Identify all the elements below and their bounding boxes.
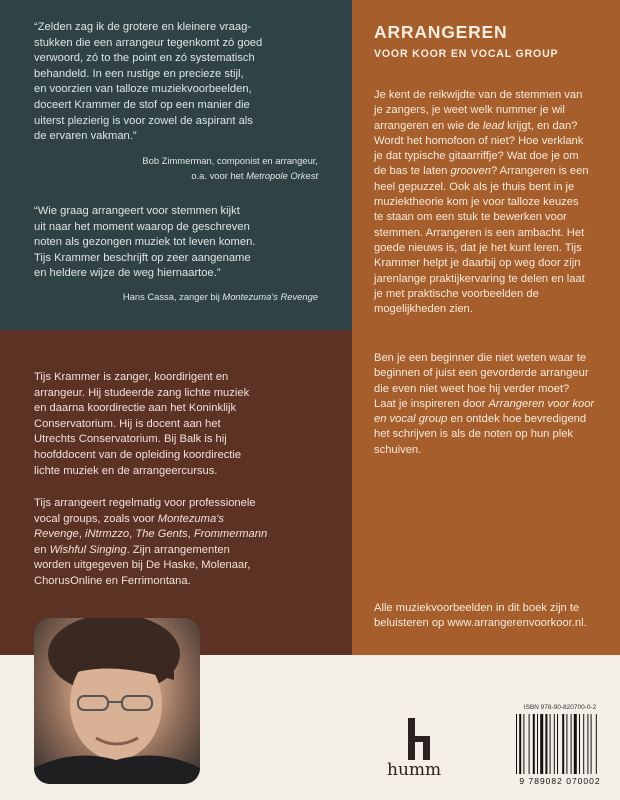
barcode-bar bbox=[591, 714, 592, 774]
quote-line: “Zelden zag ik de grotere en kleinere vraag- bbox=[34, 21, 252, 33]
blurb-paragraph-2: Ben je een beginner die niet weten waar te beginnen of juist een gevorderde arrangeur die even niet weet hoe hij verder moet? Laat je inspireren door Arrangeren voor koor en vocal group en ontdek hoe bevredigend het schrijven is als de noten op hun plek schuiven. bbox=[374, 352, 595, 456]
barcode-bar bbox=[574, 714, 577, 774]
quote-line: uiterst plezierig is voor zowel de aspirant als bbox=[34, 114, 253, 127]
quote-line: stukken die een arrangeur tegenkomt zó goed bbox=[34, 36, 263, 49]
barcode-bar bbox=[523, 714, 524, 774]
barcode-digits: 9 789082 070002 bbox=[519, 776, 601, 786]
quotes-panel bbox=[0, 0, 352, 330]
quote-line: en heldere wijze de weg hiernaartoe.” bbox=[34, 267, 221, 280]
barcode-bars-icon bbox=[514, 714, 606, 774]
audio-examples-note: Alle muziekvoorbeelden in dit boek zijn te beluisteren op www.arrangerenvoorkoor.nl. bbox=[374, 602, 587, 630]
quote-cassa-attribution: Hans Cassa, zanger bij Montezuma's Revenge bbox=[122, 291, 318, 302]
quote-line: de ervaren vakman.” bbox=[34, 130, 137, 143]
quote-line: verwoord, zó to the point en zó systematisch bbox=[34, 52, 255, 65]
blurb-paragraph-1: Je kent de reikwijdte van de stemmen van je zangers, je weet welk nummer je wil arrangeren en wie de lead krijgt, en dan? Wordt het homofoon of niet? Hoe verklank je dat typische gitaarriffje? Wat doe je om de bas te laten grooven? Arrangeren is een heel gepuzzel. Ook als je thuis bent in je muziektheorie kom je voor talloze keuzes te staan om een stuk te bewerken voor stemmen. Arrangeren is een ambacht. Het goede nieuws is, dat je het kunt leren. Tijs Krammer helpt je daarbij op weg door zijn jarenlange praktijkervaring te delen en laat je met praktische voorbeelden de mogelijkheden zien. bbox=[374, 89, 589, 316]
quote-zimmerman-attribution: Bob Zimmerman, componist en arrangeur, o.a. voor het Metropole Orkest bbox=[142, 155, 318, 181]
author-bio-panel bbox=[0, 330, 352, 655]
barcode-bar bbox=[545, 714, 547, 774]
barcode-bar bbox=[579, 714, 580, 774]
barcode-bar bbox=[537, 714, 538, 774]
quote-zimmerman bbox=[34, 20, 324, 145]
barcode-bar bbox=[529, 714, 530, 774]
quote-line: uit naar het moment waarop de geschreven bbox=[34, 220, 250, 233]
quote-line: en voorzien van talloze muziekvoorbeelden, bbox=[34, 83, 252, 96]
quote-line: noten als gezongen muziek tot leven komen. bbox=[34, 236, 256, 249]
book-subtitle: VOOR KOOR EN VOCAL GROUP bbox=[374, 48, 559, 60]
barcode-bar bbox=[533, 714, 535, 774]
isbn-label: ISBN 978-90-820700-0-2 bbox=[523, 704, 597, 711]
author-bio-paragraph-1: Tijs Krammer is zanger, koordirigent en arrangeur. Hij studeerde zang lichte muziek en daarna koordirectie aan het Koninklijk Conservatorium. Hij is docent aan het Utrechts Conservatorium. Bij Balk is hij hoofddocent van de opleiding koordirectie lichte muziek en de arrangeercursus. bbox=[34, 371, 250, 477]
author-portrait-image bbox=[34, 618, 200, 784]
book-title: ARRANGEREN bbox=[374, 22, 508, 42]
barcode-bar bbox=[571, 714, 572, 774]
barcode-bar bbox=[540, 714, 543, 774]
author-bio-paragraph-2: Tijs arrangeert regelmatig voor professionele vocal groups, zoals voor Montezuma's Revenge, iNtrmzzo, The Gents, Frommermann en Wishful Singing. Zijn arrangementen worden uitgegeven bij De Haske, Molenaar, ChorusOnline en Ferrimontana. bbox=[34, 497, 268, 587]
barcode-bar bbox=[587, 714, 588, 774]
barcode-bar bbox=[596, 714, 597, 774]
barcode-bar bbox=[519, 714, 521, 774]
quote-cassa bbox=[34, 204, 324, 282]
barcode-bar bbox=[557, 714, 558, 774]
barcode-bar bbox=[562, 714, 564, 774]
quote-line: “Wie graag arrangeert voor stemmen kijkt bbox=[34, 205, 240, 217]
barcode-bar bbox=[550, 714, 551, 774]
barcode-bar bbox=[583, 714, 584, 774]
quote-line: Tijs Krammer beschrijft op zeer aangename bbox=[34, 251, 251, 264]
barcode-bar bbox=[554, 714, 555, 774]
book-info-panel bbox=[352, 0, 620, 655]
barcode bbox=[510, 704, 610, 790]
publisher-name: humm bbox=[387, 760, 442, 780]
barcode-bar bbox=[566, 714, 567, 774]
quote-line: doceert Krammer de stof op een manier die bbox=[34, 98, 250, 111]
barcode-bar bbox=[516, 714, 517, 774]
quote-line: behandeld. In een rustige en precieze stijl, bbox=[34, 67, 244, 80]
author-photo bbox=[34, 618, 200, 784]
